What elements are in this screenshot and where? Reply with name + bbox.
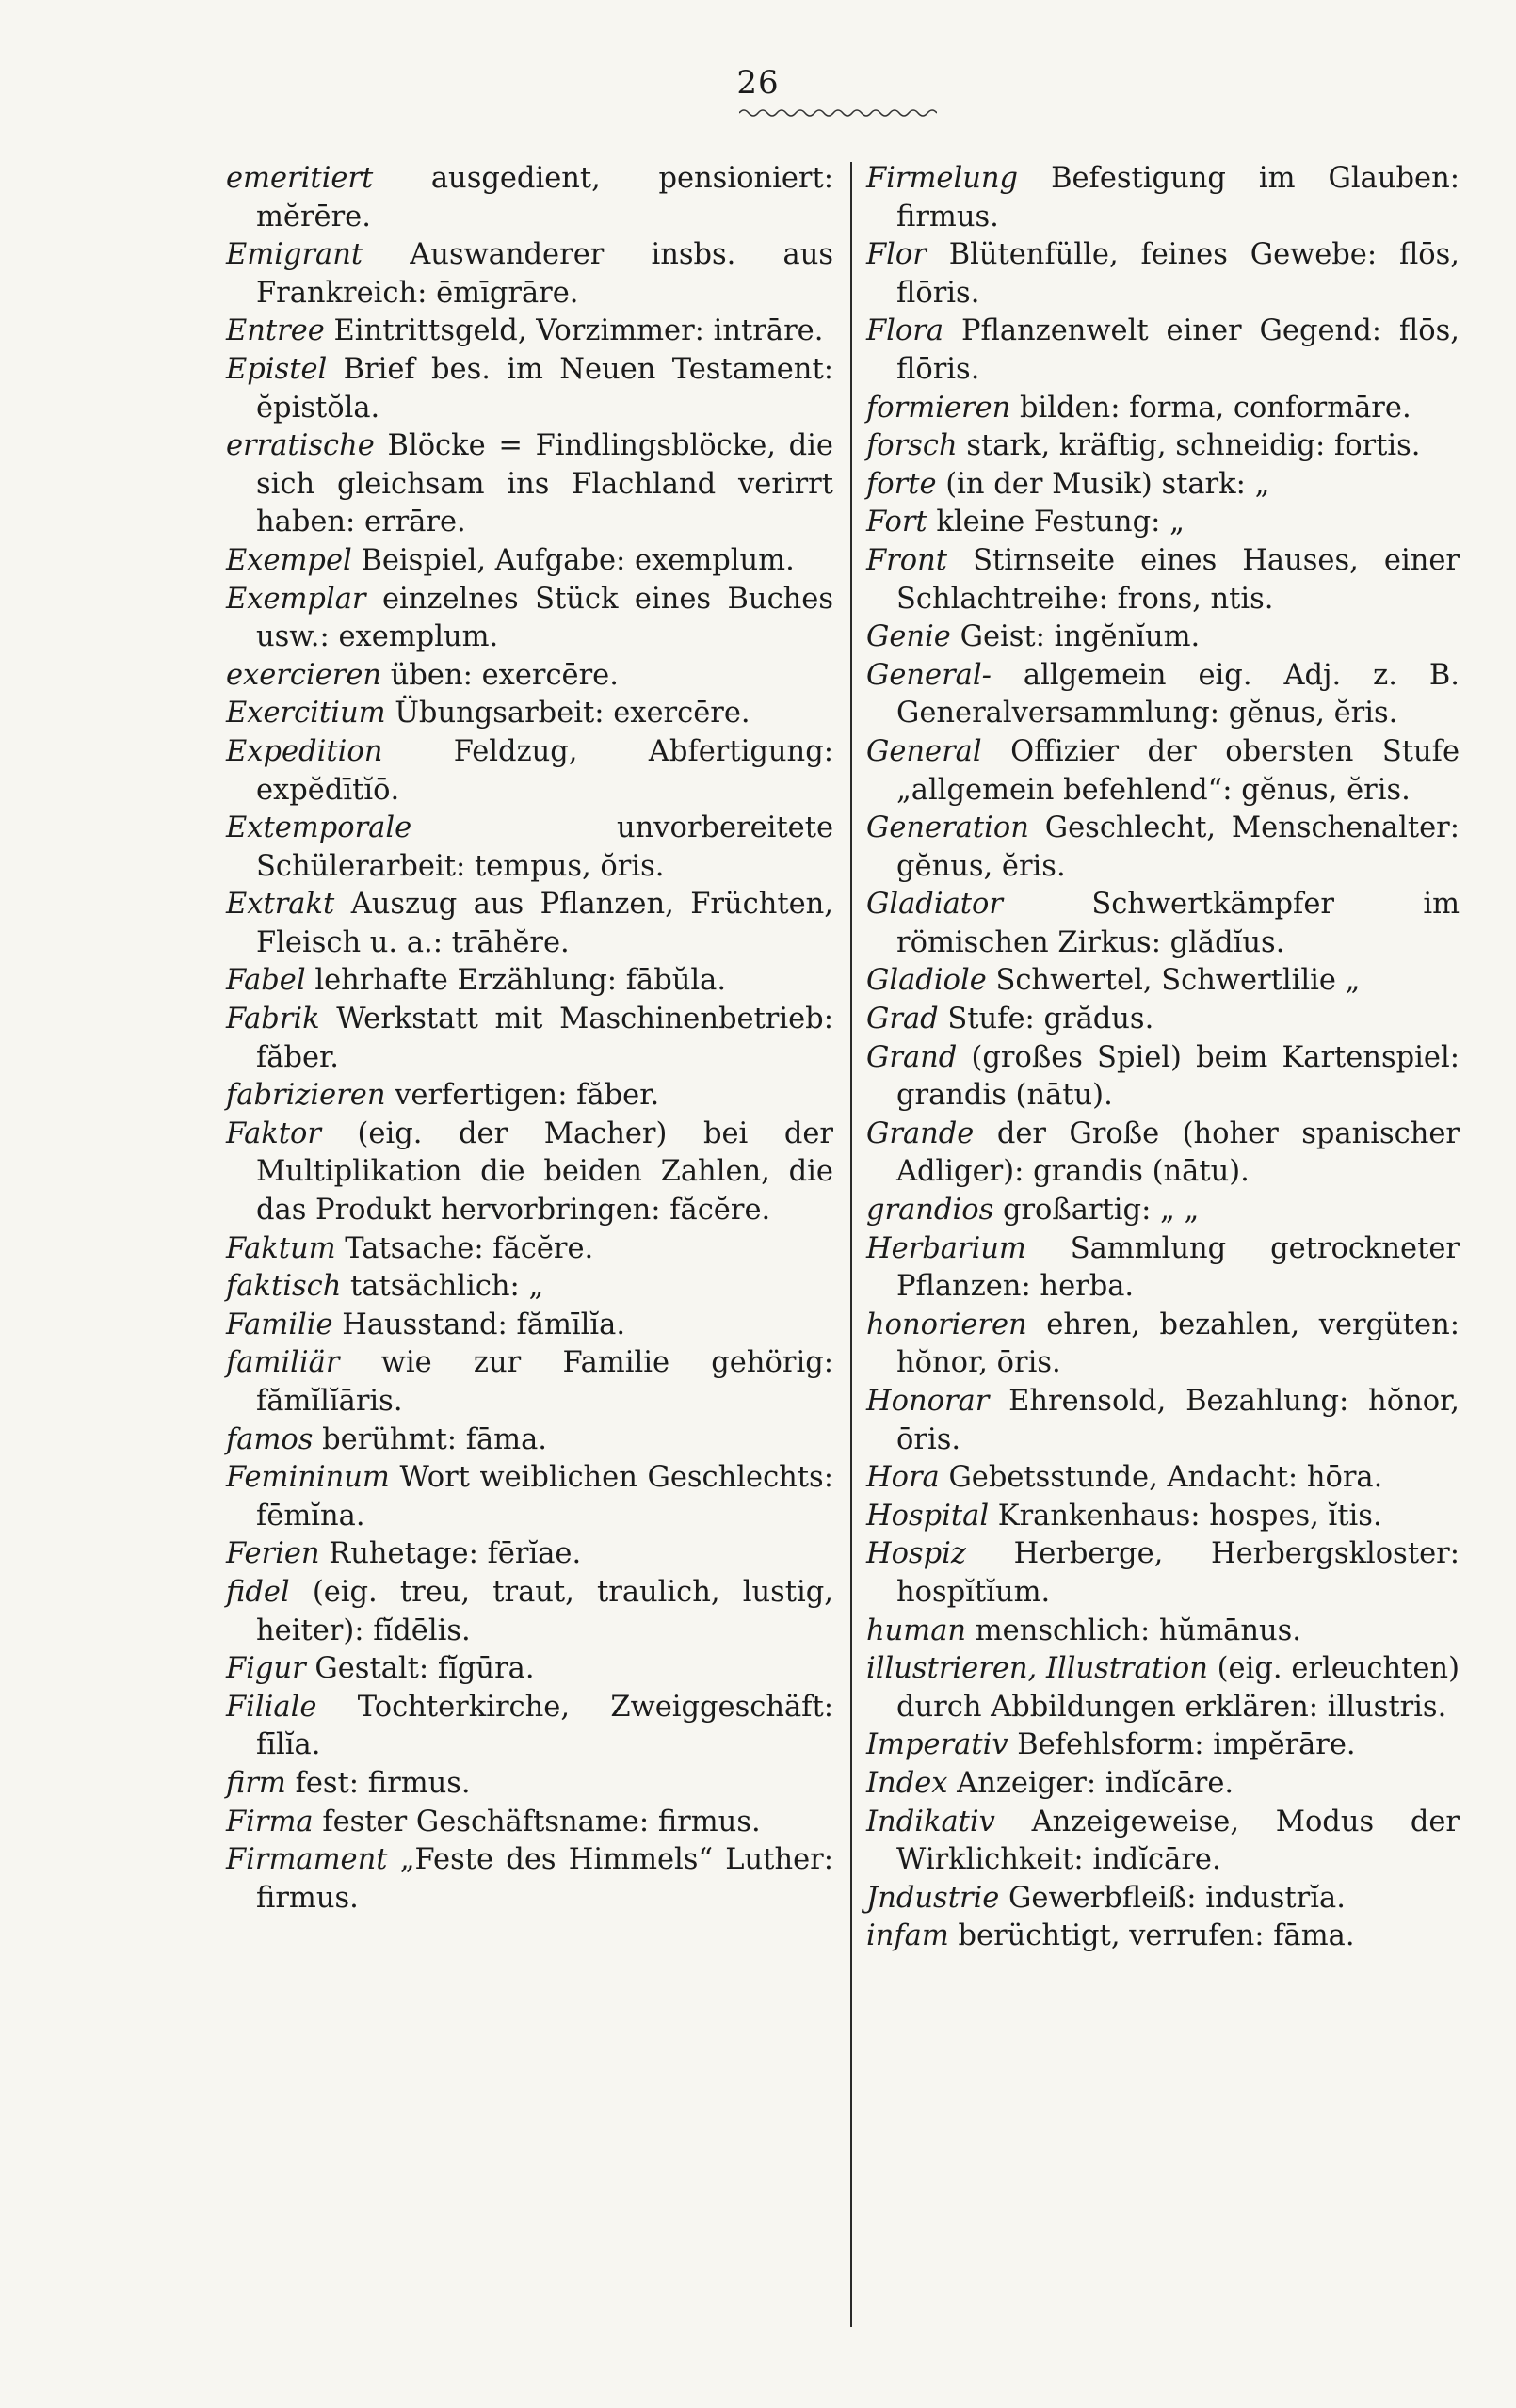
dictionary-entry	[866, 542, 1460, 618]
entry-definition: großartig: „ „	[1002, 1194, 1200, 1228]
entry-definition: „Feste des Himmels“ Luther: firmus.	[256, 1843, 833, 1915]
dictionary-entry	[226, 810, 833, 886]
entry-definition: berüchtigt, verrufen: fāma.	[958, 1919, 1355, 1953]
entry-headword: erratische	[226, 429, 375, 463]
dictionary-entry	[226, 1689, 833, 1765]
entry-definition: Sammlung getrockneter Pflanzen: herba.	[896, 1231, 1460, 1304]
entry-definition: Feldzug, Abfertigung: expĕdītĭō.	[256, 734, 833, 807]
entry-definition: Gewerbfleiß: industrĭa.	[1008, 1881, 1346, 1915]
entry-definition: kleine Festung: „	[936, 506, 1185, 539]
dictionary-entry	[226, 1804, 833, 1842]
entry-headword: Hospital	[866, 1499, 990, 1533]
dictionary-entry	[226, 886, 833, 962]
entry-headword: Exempel	[226, 543, 352, 577]
dictionary-entry	[866, 810, 1460, 886]
entry-definition: unvorbereitete Schülerarbeit: tempus, ŏris.	[256, 811, 833, 883]
dictionary-entry	[866, 1804, 1460, 1880]
entry-definition: Stufe: grădus.	[947, 1003, 1154, 1036]
entry-headword: General	[866, 734, 982, 768]
dictionary-entry	[226, 733, 833, 810]
dictionary-entry	[866, 390, 1460, 428]
entry-definition: Eintrittsgeld, Vorzimmer: intrāre.	[333, 314, 824, 348]
entry-definition: Blöcke = Findlingsblöcke, die sich gleichsam ins Flachland verirrt haben: errāre.	[256, 429, 833, 539]
entry-definition: (eig. erleuchten) durch Abbildungen erklären: illustris.	[896, 1652, 1460, 1724]
dictionary-entry	[866, 1880, 1460, 1918]
dictionary-entry	[866, 1765, 1460, 1804]
entry-headword: firm	[226, 1766, 286, 1800]
entry-headword: Extemporale	[226, 811, 412, 845]
dictionary-entry	[866, 1726, 1460, 1765]
entry-definition: Pflanzenwelt einer Gegend: flōs, flōris.	[896, 314, 1460, 386]
dictionary-entry	[226, 1116, 833, 1230]
entry-headword: Front	[866, 543, 948, 577]
entry-headword: grandios	[866, 1194, 994, 1228]
entry-definition: Blütenfülle, feines Gewebe: flōs, flōris.	[896, 238, 1460, 310]
entry-headword: Gladiole	[866, 964, 987, 998]
page-number: 26	[736, 64, 780, 102]
dictionary-entry	[226, 1344, 833, 1421]
dictionary-entry	[866, 1001, 1460, 1039]
entry-definition: Wort weiblichen Geschlechts: fēmĭna.	[256, 1461, 833, 1533]
entry-headword: Expedition	[226, 734, 383, 768]
entry-definition: Ehrensold, Bezahlung: hŏnor, ōris.	[896, 1385, 1460, 1456]
dictionary-entry	[866, 1613, 1460, 1651]
entry-headword: Faktor	[226, 1116, 321, 1150]
entry-definition: Tatsache: făcĕre.	[345, 1231, 594, 1265]
entry-headword: Gladiator	[866, 888, 1003, 922]
dictionary-entry	[866, 504, 1460, 542]
entry-definition: Herberge, Herbergskloster: hospĭtĭum.	[896, 1537, 1460, 1609]
entry-headword: infam	[866, 1919, 949, 1953]
dictionary-entry	[226, 1535, 833, 1574]
entry-headword: Generation	[866, 811, 1029, 845]
entry-headword: Honorar	[866, 1385, 990, 1418]
entry-headword: Imperativ	[866, 1728, 1008, 1762]
entry-definition: Übungsarbeit: exercēre.	[395, 697, 750, 730]
entry-headword: Firmelung	[866, 162, 1019, 195]
entry-headword: Fort	[866, 506, 927, 539]
entry-headword: emeritiert	[226, 162, 374, 195]
entry-definition: stark, kräftig, schneidig: fortis.	[966, 429, 1421, 463]
dictionary-entry	[226, 1077, 833, 1116]
dictionary-entry	[866, 886, 1460, 962]
entry-headword: Epistel	[226, 352, 328, 386]
entry-headword: Firmament	[226, 1843, 388, 1877]
dictionary-entry	[226, 1650, 833, 1689]
dictionary-entry	[226, 1841, 833, 1918]
dictionary-entry	[866, 1650, 1460, 1726]
entry-definition: Krankenhaus: hospes, ĭtis.	[997, 1499, 1382, 1533]
entry-headword: honorieren	[866, 1308, 1027, 1341]
entry-headword: Ferien	[226, 1537, 320, 1571]
entry-definition: einzelnes Stück eines Buches usw.: exemplum.	[256, 582, 833, 654]
entry-headword: Jndustrie	[866, 1881, 1000, 1915]
dictionary-entry	[866, 1383, 1460, 1459]
dictionary-entry	[226, 427, 833, 542]
entry-headword: Familie	[226, 1308, 333, 1341]
dictionary-entry	[226, 581, 833, 657]
entry-headword: human	[866, 1613, 967, 1647]
entry-headword: exercieren	[226, 658, 382, 692]
dictionary-entry	[226, 542, 833, 581]
entry-headword: Grande	[866, 1116, 975, 1150]
entry-headword: Flor	[866, 238, 927, 272]
entry-definition: Gebetsstunde, Andacht: hōra.	[948, 1461, 1383, 1495]
entry-definition: Schwertel, Schwertlilie „	[995, 964, 1361, 998]
entry-headword: Emigrant	[226, 238, 363, 272]
entry-definition: der Große (hoher spanischer Adliger): grandis (nātu).	[896, 1116, 1460, 1189]
dictionary-entry	[226, 657, 833, 696]
dictionary-entry	[866, 160, 1460, 236]
dictionary-entry	[866, 1535, 1460, 1612]
entry-headword: Entree	[226, 314, 325, 348]
entry-headword: Femininum	[226, 1461, 390, 1495]
dictionary-entry	[866, 313, 1460, 389]
dictionary-entry	[866, 733, 1460, 810]
entry-headword: Indikativ	[866, 1805, 995, 1838]
entry-definition: (in der Musik) stark: „	[945, 467, 1270, 501]
entry-definition: Anzeigeweise, Modus der Wirklichkeit: indĭcāre.	[896, 1805, 1460, 1877]
dictionary-entry	[226, 1459, 833, 1535]
entry-definition: (großes Spiel) beim Kartenspiel: grandis (nātu).	[896, 1040, 1460, 1113]
entry-definition: (eig. der Macher) bei der Multiplikation die beiden Zahlen, die das Produkt hervorbringen: făcĕre.	[256, 1116, 833, 1228]
entry-definition: fest: firmus.	[295, 1766, 471, 1800]
dictionary-entry	[226, 962, 833, 1001]
entry-headword: fidel	[226, 1575, 290, 1609]
dictionary-entry	[866, 618, 1460, 657]
dictionary-entry	[226, 1421, 833, 1460]
dictionary-entry	[226, 1268, 833, 1307]
entry-headword: Figur	[226, 1652, 306, 1686]
entry-definition: lehrhafte Erzählung: fābŭla.	[314, 964, 727, 998]
entry-definition: Hausstand: fămīlĭa.	[342, 1308, 626, 1341]
entry-headword: Flora	[866, 314, 944, 348]
dictionary-entry	[866, 236, 1460, 313]
entry-definition: Anzeiger: indĭcāre.	[957, 1766, 1234, 1800]
dictionary-entry	[866, 427, 1460, 466]
entry-headword: Genie	[866, 620, 951, 654]
entry-definition: Gestalt: fĭgūra.	[314, 1652, 535, 1686]
entry-definition: menschlich: hŭmānus.	[975, 1613, 1301, 1647]
entry-headword: Faktum	[226, 1231, 336, 1265]
entry-definition: Befehlsform: impĕrāre.	[1017, 1728, 1356, 1762]
entry-headword: famos	[226, 1422, 314, 1456]
entry-headword: Fabrik	[226, 1003, 320, 1036]
entry-headword: forte	[866, 467, 937, 501]
dictionary-entry	[226, 1001, 833, 1077]
column-divider	[850, 162, 852, 2327]
entry-headword: Index	[866, 1766, 948, 1800]
dictionary-entry	[866, 962, 1460, 1001]
entry-definition: Beispiel, Aufgabe: exemplum.	[361, 543, 795, 577]
entry-headword: Filiale	[226, 1690, 317, 1724]
entry-headword: Fabel	[226, 964, 306, 998]
entry-definition: Auszug aus Pflanzen, Früchten, Fleisch u. a.: trāhĕre.	[256, 888, 833, 959]
left-column	[226, 160, 833, 1918]
entry-definition: Werkstatt mit Maschinenbetrieb: făber.	[256, 1003, 833, 1074]
dictionary-entry	[866, 1459, 1460, 1498]
entry-headword: formieren	[866, 391, 1011, 425]
entry-definition: verfertigen: făber.	[395, 1079, 660, 1113]
entry-definition: Geist: ingĕnĭum.	[960, 620, 1201, 654]
entry-headword: fabrizieren	[226, 1079, 386, 1113]
entry-headword: forsch	[866, 429, 958, 463]
entry-headword: familiär	[226, 1346, 340, 1380]
dictionary-entry	[226, 1574, 833, 1650]
dictionary-entry	[866, 1192, 1460, 1230]
dictionary-entry	[866, 1116, 1460, 1192]
entry-definition: wie zur Familie gehörig: fămĭlĭāris.	[256, 1346, 834, 1418]
entry-definition: bilden: forma, conformāre.	[1019, 391, 1411, 425]
entry-definition: Auswanderer insbs. aus Frankreich: ēmīgrāre.	[256, 238, 833, 310]
entry-definition: ehren, bezahlen, vergüten: hŏnor, ōris.	[896, 1308, 1460, 1380]
dictionary-entry	[226, 351, 833, 427]
entry-headword: Exemplar	[226, 582, 366, 616]
entry-headword: faktisch	[226, 1270, 342, 1304]
entry-headword: Herbarium	[866, 1231, 1026, 1265]
entry-definition: Geschlecht, Menschenalter: gĕnus, ĕris.	[896, 811, 1460, 883]
right-column	[866, 160, 1460, 1956]
dictionary-entry	[866, 1307, 1460, 1383]
entry-headword: Hospiz	[866, 1537, 966, 1571]
entry-headword: Hora	[866, 1461, 940, 1495]
entry-headword: Grad	[866, 1003, 939, 1036]
dictionary-entry	[226, 695, 833, 733]
entry-definition: fester Geschäftsname: firmus.	[322, 1805, 761, 1838]
dictionary-entry	[866, 657, 1460, 733]
dictionary-entry	[226, 236, 833, 313]
entry-definition: Stirnseite eines Hauses, einer Schlachtreihe: frons, ntis.	[896, 543, 1460, 616]
entry-definition: Brief bes. im Neuen Testament: ĕpistŏla.	[256, 352, 833, 425]
entry-definition: Schwertkämpfer im römischen Zirkus: glădĭus.	[896, 888, 1460, 959]
dictionary-entry	[226, 1765, 833, 1804]
entry-headword: illustrieren, Illustration	[866, 1652, 1208, 1686]
entry-definition: Ruhetage: fērĭae.	[329, 1537, 582, 1571]
entry-definition: Offizier der obersten Stufe „allgemein befehlend“: gĕnus, ĕris.	[896, 734, 1460, 807]
entry-headword: Exercitium	[226, 697, 386, 730]
dictionary-entry	[226, 313, 833, 351]
entry-headword: Extrakt	[226, 888, 335, 922]
dictionary-entry	[866, 1230, 1460, 1307]
entry-headword: Firma	[226, 1805, 314, 1838]
entry-definition: Befestigung im Glauben: firmus.	[896, 162, 1460, 233]
entry-definition: berühmt: fāma.	[322, 1422, 547, 1456]
entry-definition: allgemein eig. Adj. z. B. Generalversammlung: gĕnus, ĕris.	[896, 658, 1460, 730]
dictionary-entry	[866, 1039, 1460, 1116]
dictionary-entry	[226, 160, 833, 236]
entry-definition: tatsächlich: „	[350, 1270, 544, 1304]
entry-definition: Tochterkirche, Zweiggeschäft: fīlĭa.	[256, 1690, 833, 1762]
entry-definition: üben: exercēre.	[390, 658, 619, 692]
entry-headword: General-	[866, 658, 992, 692]
entry-definition: ausgedient, pensioniert: mĕrēre.	[256, 162, 833, 233]
dictionary-entry	[226, 1307, 833, 1345]
dictionary-entry	[866, 1498, 1460, 1536]
wavy-ornament	[739, 105, 937, 120]
dictionary-entry	[866, 1918, 1460, 1956]
dictionary-entry	[226, 1230, 833, 1269]
entry-headword: Grand	[866, 1040, 958, 1074]
dictionary-entry	[866, 466, 1460, 505]
entry-definition: (eig. treu, traut, traulich, lustig, heiter): fĭdēlis.	[256, 1575, 833, 1647]
